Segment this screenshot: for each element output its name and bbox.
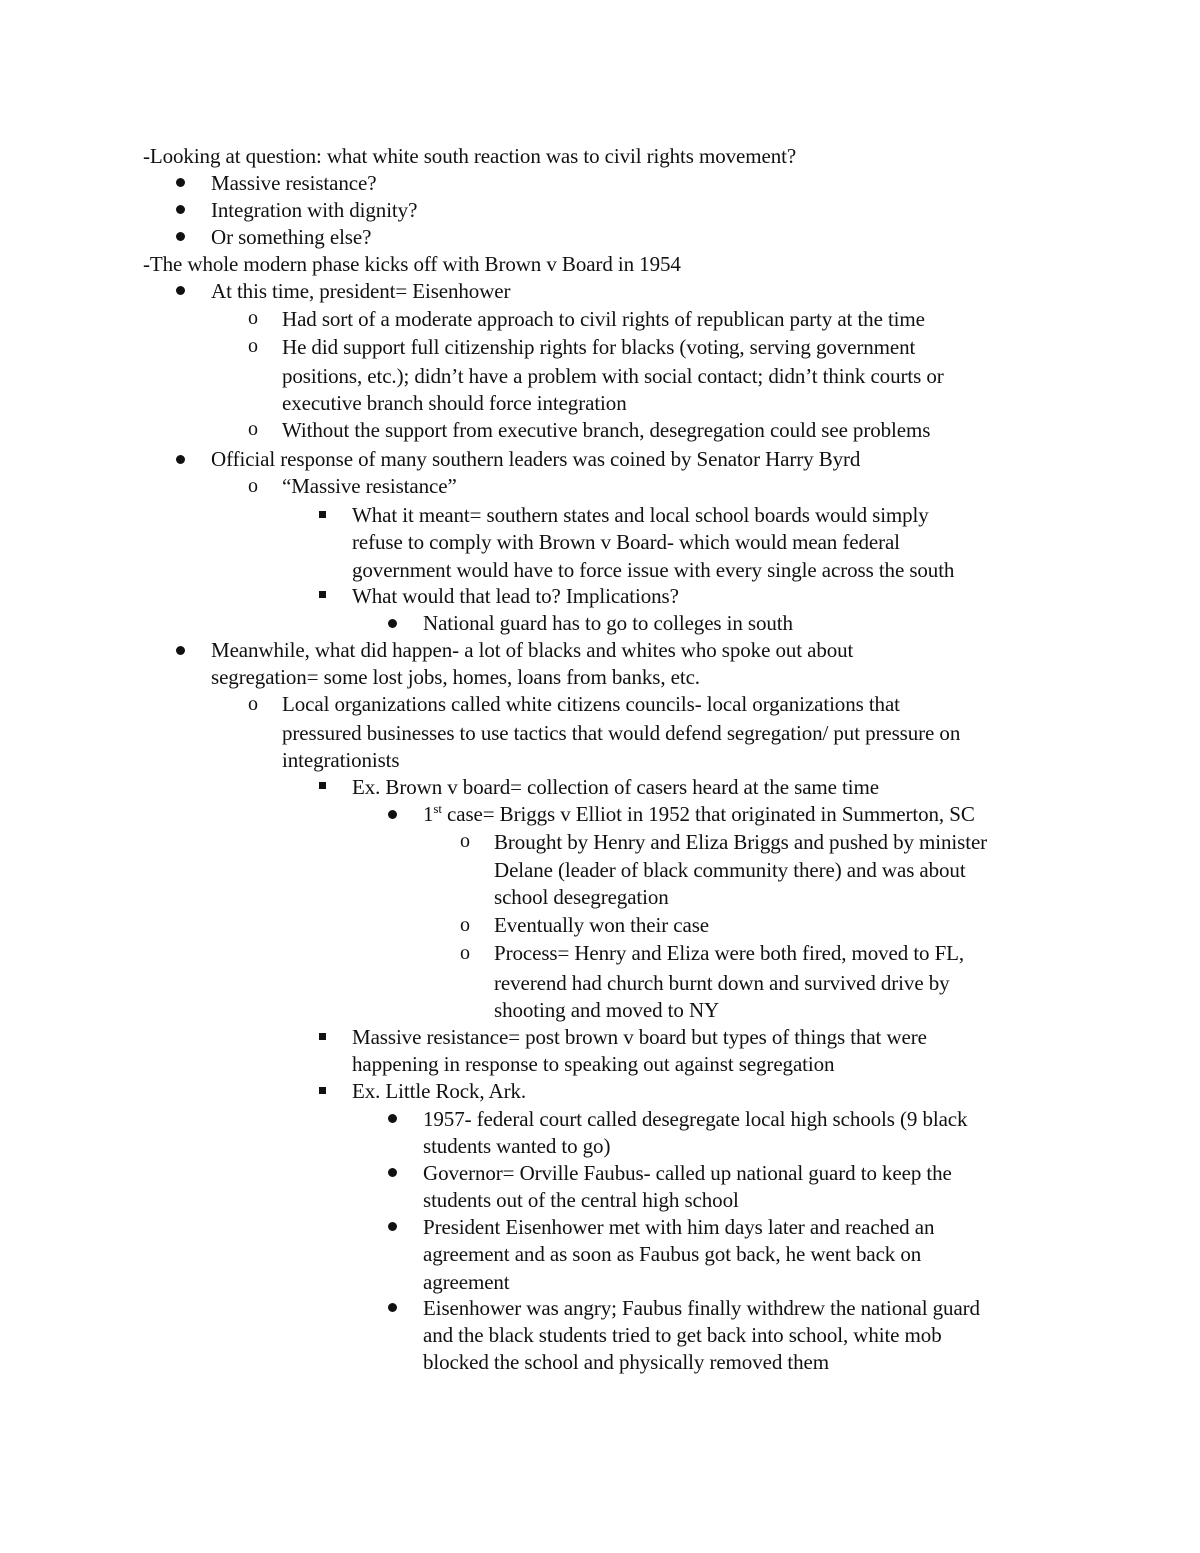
- note-line: pressured businesses to use tactics that would defend segregation/ put pressure on: [282, 721, 961, 745]
- note-line: students wanted to go): [423, 1134, 611, 1158]
- note-line: What it meant= southern states and local school boards would simply: [352, 503, 929, 527]
- note-line: “Massive resistance”: [282, 474, 457, 498]
- square-bullet-icon: [319, 511, 326, 518]
- note-line: agreement: [423, 1270, 510, 1294]
- bullet-dot-icon: [176, 286, 185, 295]
- note-line: agreement and as soon as Faubus got back, he went back on: [423, 1242, 922, 1266]
- note-line: Or something else?: [211, 225, 372, 249]
- open-circle-bullet-icon: o: [248, 418, 258, 440]
- ordinal-number: 1: [423, 802, 434, 826]
- ordinal-suffix: st: [433, 801, 442, 816]
- square-bullet-icon: [319, 782, 326, 789]
- note-line-text: case= Briggs v Elliot in 1952 that originated in Summerton, SC: [441, 802, 975, 826]
- note-line: Massive resistance?: [211, 171, 377, 195]
- bullet-dot-icon: [388, 1114, 397, 1123]
- bullet-dot-icon: [176, 205, 185, 214]
- open-circle-bullet-icon: o: [460, 830, 470, 852]
- note-line: Eventually won their case: [494, 913, 710, 937]
- note-line: Had sort of a moderate approach to civil rights of republican party at the time: [282, 307, 925, 331]
- note-line: What would that lead to? Implications?: [352, 584, 679, 608]
- note-line: Brought by Henry and Eliza Briggs and pushed by minister: [494, 830, 988, 854]
- bullet-dot-icon: [176, 455, 185, 464]
- note-line: and the black students tried to get back into school, white mob: [423, 1323, 942, 1347]
- square-bullet-icon: [319, 1087, 326, 1094]
- note-line: 1957- federal court called desegregate local high schools (9 black: [423, 1107, 968, 1131]
- note-line: Massive resistance= post brown v board but types of things that were: [352, 1025, 927, 1049]
- note-line: Governor= Orville Faubus- called up national guard to keep the: [423, 1161, 952, 1185]
- note-line: Delane (leader of black community there) and was about: [494, 858, 966, 882]
- note-line: Process= Henry and Eliza were both fired, moved to FL,: [494, 941, 965, 965]
- note-line: school desegregation: [494, 885, 669, 909]
- note-line: Ex. Little Rock, Ark.: [352, 1079, 527, 1103]
- note-line: [423, 801, 975, 828]
- note-line: Meanwhile, what did happen- a lot of blacks and whites who spoke out about: [211, 638, 854, 662]
- bullet-dot-icon: [388, 619, 397, 628]
- note-line: Official response of many southern leaders was coined by Senator Harry Byrd: [211, 447, 861, 471]
- note-line: President Eisenhower met with him days later and reached an: [423, 1215, 935, 1239]
- note-line: positions, etc.); didn’t have a problem with social contact; didn’t think courts or: [282, 364, 944, 388]
- bullet-dot-icon: [176, 646, 185, 655]
- bullet-dot-icon: [388, 1303, 397, 1312]
- note-line: He did support full citizenship rights for blacks (voting, serving government: [282, 335, 916, 359]
- open-circle-bullet-icon: o: [248, 307, 258, 329]
- bullet-dot-icon: [388, 810, 397, 819]
- note-line: executive branch should force integration: [282, 391, 627, 415]
- note-line: government would have to force issue with every single across the south: [352, 558, 955, 582]
- note-line: refuse to comply with Brown v Board- which would mean federal: [352, 530, 900, 554]
- note-line: reverend had church burnt down and survived drive by: [494, 971, 950, 995]
- open-circle-bullet-icon: o: [460, 942, 470, 964]
- open-circle-bullet-icon: o: [460, 914, 470, 936]
- note-line: Local organizations called white citizens councils- local organizations that: [282, 692, 900, 716]
- note-line: Without the support from executive branch, desegregation could see problems: [282, 418, 931, 442]
- note-line: students out of the central high school: [423, 1188, 739, 1212]
- note-line: At this time, president= Eisenhower: [211, 279, 511, 303]
- bullet-dot-icon: [388, 1222, 397, 1231]
- note-line: -The whole modern phase kicks off with Brown v Board in 1954: [143, 252, 681, 276]
- note-line: integrationists: [282, 748, 400, 772]
- note-line: Ex. Brown v board= collection of casers heard at the same time: [352, 775, 879, 799]
- note-line: Eisenhower was angry; Faubus finally withdrew the national guard: [423, 1296, 980, 1320]
- note-line: blocked the school and physically removed them: [423, 1350, 829, 1374]
- bullet-dot-icon: [176, 232, 185, 241]
- square-bullet-icon: [319, 591, 326, 598]
- note-line: shooting and moved to NY: [494, 998, 720, 1022]
- square-bullet-icon: [319, 1033, 326, 1040]
- open-circle-bullet-icon: o: [248, 693, 258, 715]
- open-circle-bullet-icon: o: [248, 335, 258, 357]
- note-line: Integration with dignity?: [211, 198, 418, 222]
- note-line: National guard has to go to colleges in south: [423, 611, 793, 635]
- open-circle-bullet-icon: o: [248, 475, 258, 497]
- bullet-dot-icon: [388, 1168, 397, 1177]
- bullet-dot-icon: [176, 178, 185, 187]
- note-line: segregation= some lost jobs, homes, loans from banks, etc.: [211, 665, 700, 689]
- note-line: -Looking at question: what white south reaction was to civil rights movement?: [143, 144, 797, 168]
- note-line: happening in response to speaking out against segregation: [352, 1052, 835, 1076]
